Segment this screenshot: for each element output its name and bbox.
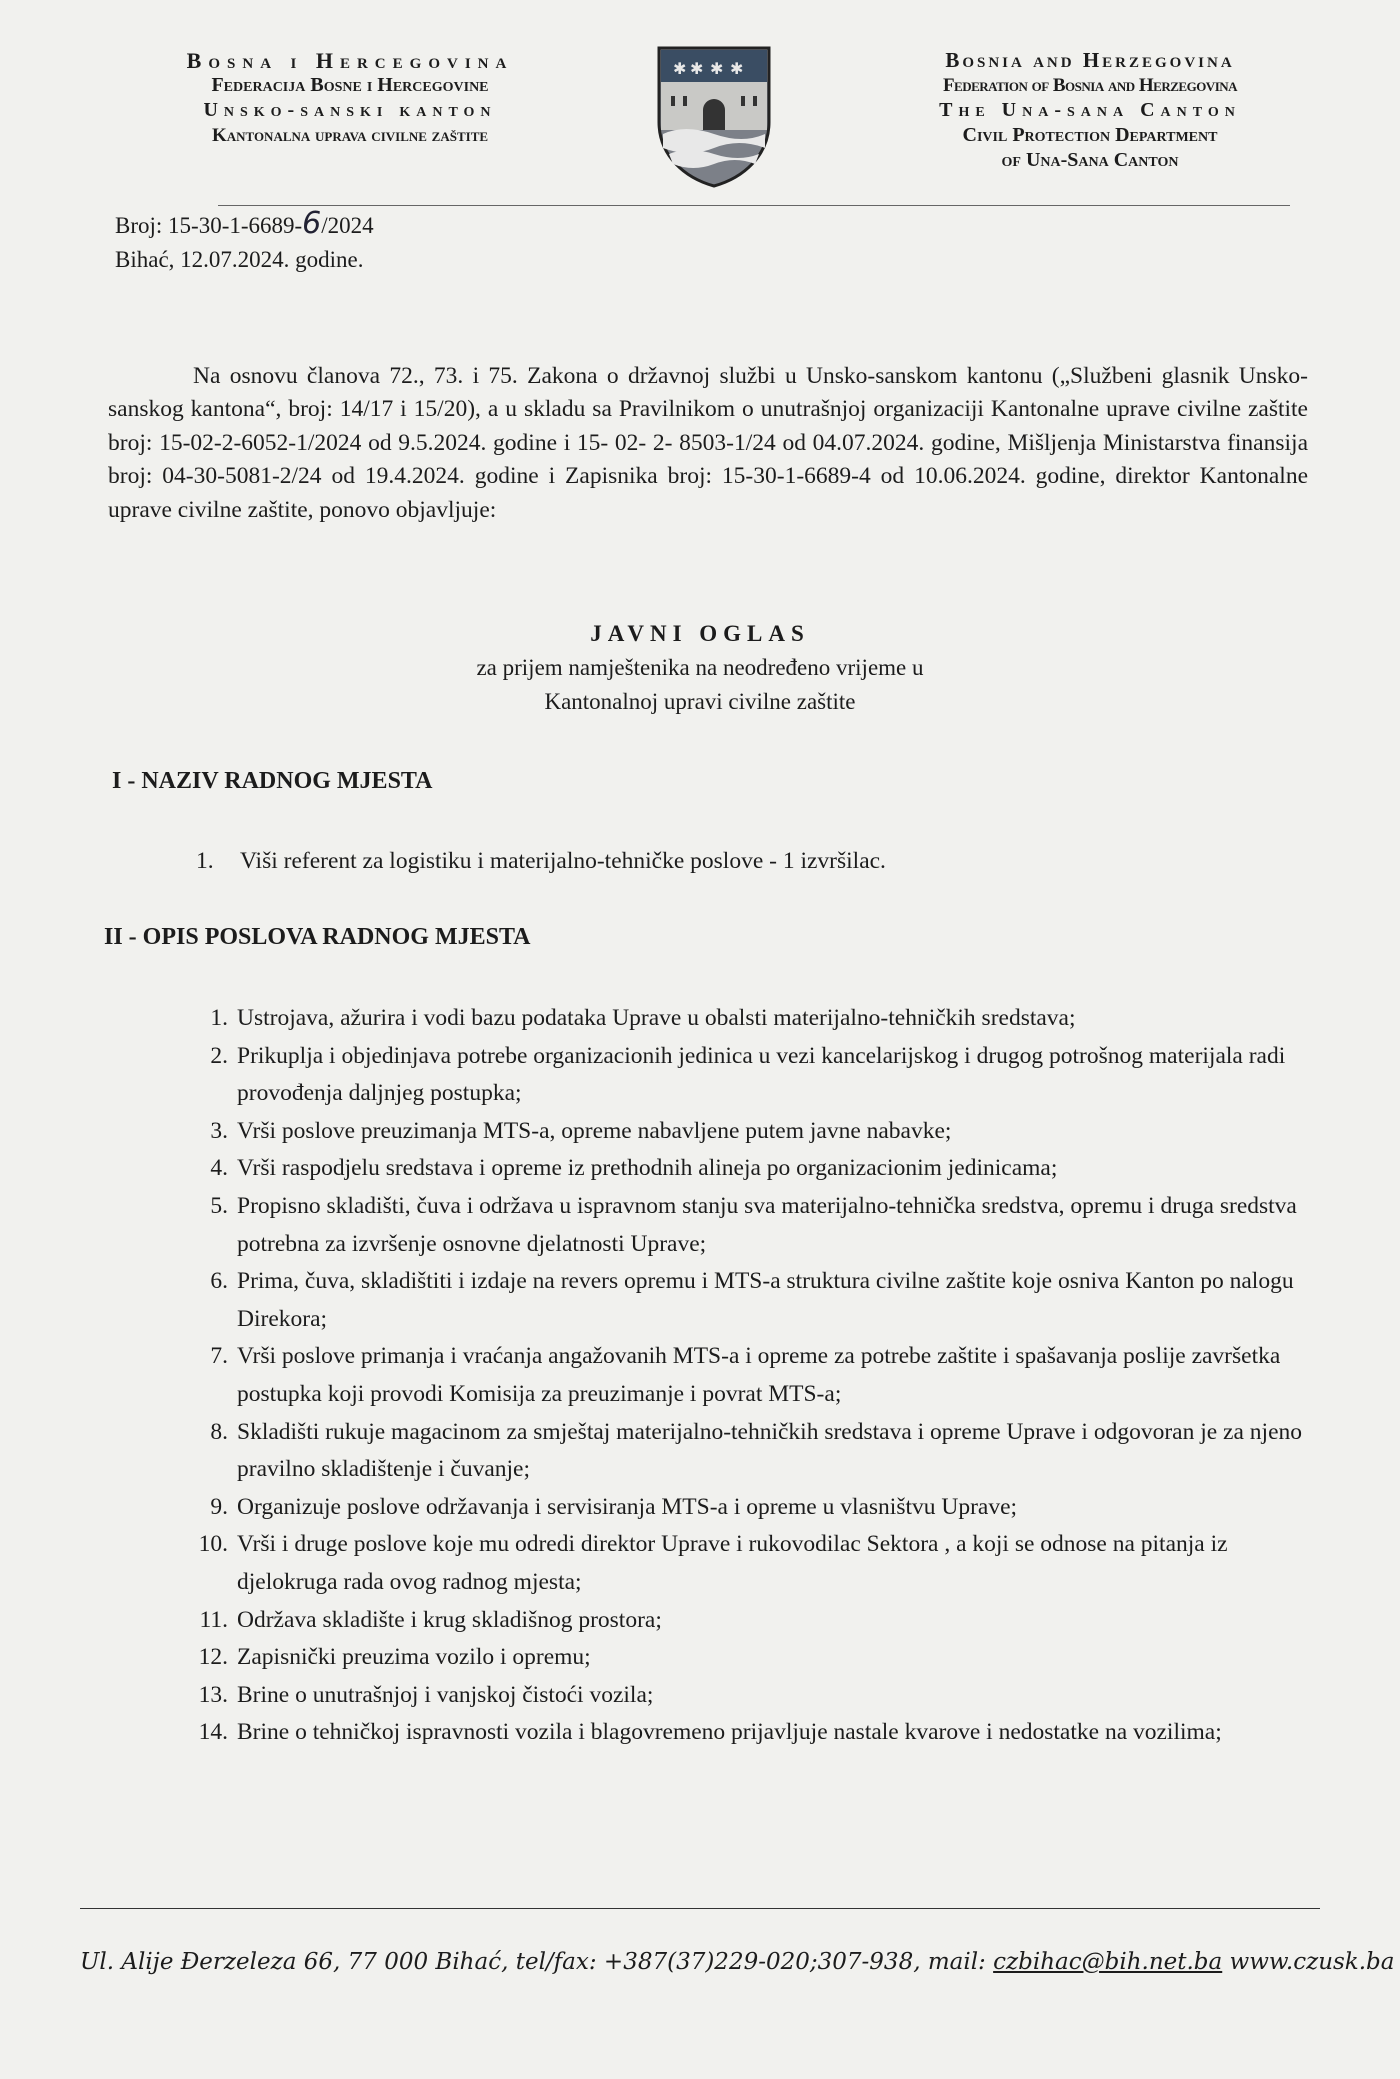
header-left-line-3: Unsko-sanski kanton <box>203 99 497 121</box>
duty-item-text: Vrši i druge poslove koje mu odredi direktor Uprave i rukovodilac Sektora , a koji se odnose na pitanja iz djelokruga rada ovog radnog mjesta; <box>237 1531 1228 1595</box>
duty-item-number: 8. <box>210 1418 228 1445</box>
duty-item-number: 2. <box>210 1042 228 1069</box>
section-1-heading: I - NAZIV RADNOG MJESTA <box>112 768 433 794</box>
reference-prefix: Broj: 15-30-1-6689- <box>115 213 303 238</box>
duty-item-number: 4. <box>210 1155 228 1182</box>
footer-address: Ul. Alije Đerzeleza 66, 77 000 Bihać, tel/fax: +387(37)229-020;307-938, mail: <box>80 1949 994 1975</box>
duty-item-number: 13. <box>198 1681 228 1708</box>
duty-item-number: 11. <box>199 1606 228 1633</box>
duty-item-text: Brine o tehničkoj ispravnosti vozila i blagovremeno prijavljuje nastale kvarove i nedostatke na vozilima; <box>237 1719 1222 1746</box>
section-1-item <box>196 848 886 875</box>
footer-email[interactable]: czbihac@bih.net.ba <box>993 1949 1223 1975</box>
duty-item-text: Organizuje poslove održavanja i servisiranja MTS-a i opreme u vlasništvu Uprave; <box>237 1493 1018 1520</box>
section-1-item-number: 1. <box>196 848 214 874</box>
svg-text:✱: ✱ <box>673 59 687 78</box>
title-block <box>0 617 1400 719</box>
duty-item-text: Vrši poslove primanja i vraćanja angažovanih MTS-a i opreme za potrebe zaštite i spašavanja poslije završetka postupka koji provodi Komisija za preuzimanje i povrat MTS-a; <box>237 1343 1281 1407</box>
duty-item-number: 10. <box>198 1531 228 1558</box>
reference-block <box>115 207 374 277</box>
duty-item <box>172 1338 1322 1413</box>
duty-item <box>172 1000 1322 1038</box>
footer-web[interactable]: www.czusk.ba <box>1229 1949 1395 1975</box>
intro-paragraph: Na osnovu članova 72., 73. i 75. Zakona o državnoj službi u Unsko-sanskom kantonu („Službeni glasnik Unsko-sanskog kantona“, broj: 14/17 i 15/20), a u skladu sa Pravilnikom o unutrašnjoj organizaciji Kantonalne uprave civilne zaštite broj: 15-02-2-6052-1/2024 od 9.5.2024. godine i 15- 02- 2- 8503-1/24 od 04.07.2024. godine, Mišljenja Ministarstva finansija broj: 04-30-5081-2/24 od 19.4.2024. godine i Zapisnika broj: 15-30-1-6689-4 od 10.06.2024. godine, direktor Kantonalne uprave civilne zaštite, ponovo objavljuje: <box>108 362 1308 523</box>
duty-item-number: 14. <box>198 1719 228 1746</box>
duty-item-text: Brine o unutrašnjoj i vanjskoj čistoći vozila; <box>237 1681 654 1708</box>
header-left <box>100 48 600 148</box>
section-2-heading: II - OPIS POSLOVA RADNOG MJESTA <box>104 924 531 950</box>
section-1-item-text: Viši referent za logistiku i materijalno-tehničke poslove - 1 izvršilac. <box>240 848 886 874</box>
header-right-line-2: Federation of Bosnia and Herzegovina <box>942 75 1238 96</box>
duty-item-text: Vrši poslove preuzimanja MTS-a, opreme nabavljene putem javne nabavke; <box>237 1117 952 1144</box>
duty-item-number: 1. <box>210 1005 228 1031</box>
place-date: Bihać, 12.07.2024. godine. <box>115 247 364 272</box>
duty-item-text: Ustrojava, ažurira i vodi bazu podataka Uprave u obalsti materijalno-tehničkih sredstava; <box>237 1005 1076 1031</box>
duty-item <box>172 1188 1322 1263</box>
duty-item-number: 12. <box>198 1644 228 1671</box>
duty-item <box>172 1414 1322 1489</box>
duty-item <box>172 1714 1322 1752</box>
duty-item <box>172 1038 1322 1113</box>
title-line-2: za prijem namještenika na neodređeno vrijeme u <box>476 655 924 680</box>
duty-item <box>172 1489 1322 1527</box>
duty-item <box>172 1263 1322 1338</box>
duty-item-number: 9. <box>210 1493 228 1520</box>
header-left-line-2: Federacija Bosne i Hercegovine <box>211 74 489 96</box>
header-right <box>860 48 1320 173</box>
reference-number <box>115 207 374 243</box>
duty-item <box>172 1677 1322 1715</box>
footer <box>80 1949 1395 1975</box>
handwritten-number: 6 <box>302 206 322 241</box>
duty-item-number: 6. <box>210 1268 228 1295</box>
duty-item-text: Vrši raspodjelu sredstava i opreme iz prethodnih alineja po organizacionim jedinicama; <box>237 1155 1058 1182</box>
header-left-line-1: Bosna i Hercegovina <box>186 48 514 73</box>
header-right-line-3: The Una-sana Canton <box>939 99 1241 121</box>
duty-item <box>172 1150 1322 1188</box>
header-right-line-4: Civil Protection Department <box>962 124 1218 146</box>
duty-item-text: Prikuplja i objedinjava potrebe organizacionih jedinica u vezi kancelarijskog i drugog potrošnog materijala radi provođenja daljnjeg postupka; <box>237 1042 1286 1107</box>
duty-item-number: 3. <box>210 1117 228 1144</box>
header-right-line-1: Bosnia and Herzegovina <box>945 48 1235 72</box>
header-right-line-5: of Una-Sana Canton <box>1001 149 1179 171</box>
header-left-line-4: Kantonalna uprava civilne zaštite <box>211 125 489 146</box>
duty-item-number: 5. <box>210 1192 228 1219</box>
duties-list <box>172 1000 1322 1752</box>
duty-item <box>172 1526 1322 1601</box>
duty-item <box>172 1639 1322 1677</box>
svg-text:✱: ✱ <box>690 59 704 78</box>
title-line-3: Kantonalnoj upravi civilne zaštite <box>544 689 856 714</box>
duty-item-text: Skladišti rukuje magacinom za smještaj materijalno-tehničkih sredstava i opreme Uprave i odgovoran je za njeno pravilno skladištenje i čuvanje; <box>237 1418 1302 1483</box>
duty-item-text: Zapisnički preuzima vozilo i opremu; <box>237 1644 591 1671</box>
reference-suffix: /2024 <box>321 213 374 238</box>
duty-item <box>172 1113 1322 1151</box>
canton-coat-of-arms-icon <box>655 44 773 190</box>
svg-text:✱: ✱ <box>730 59 744 78</box>
footer-divider <box>80 1908 1320 1909</box>
duty-item-text: Prima, čuva, skladištiti i izdaje na revers opremu i MTS-a struktura civilne zaštite koje osniva Kanton po nalogu Direkora; <box>237 1268 1294 1332</box>
header-divider <box>218 205 1290 206</box>
title-main: JAVNI OGLAS <box>590 621 810 646</box>
svg-text:✱: ✱ <box>710 59 724 78</box>
duty-item-text: Propisno skladišti, čuva i održava u ispravnom stanju sva materijalno-tehnička sredstva, opremu i druga sredstva potrebna za izvršenje osnovne djelatnosti Uprave; <box>237 1192 1297 1257</box>
duty-item-number: 7. <box>210 1343 228 1370</box>
duty-item <box>172 1602 1322 1640</box>
duty-item-text: Održava skladište i krug skladišnog prostora; <box>237 1606 662 1633</box>
